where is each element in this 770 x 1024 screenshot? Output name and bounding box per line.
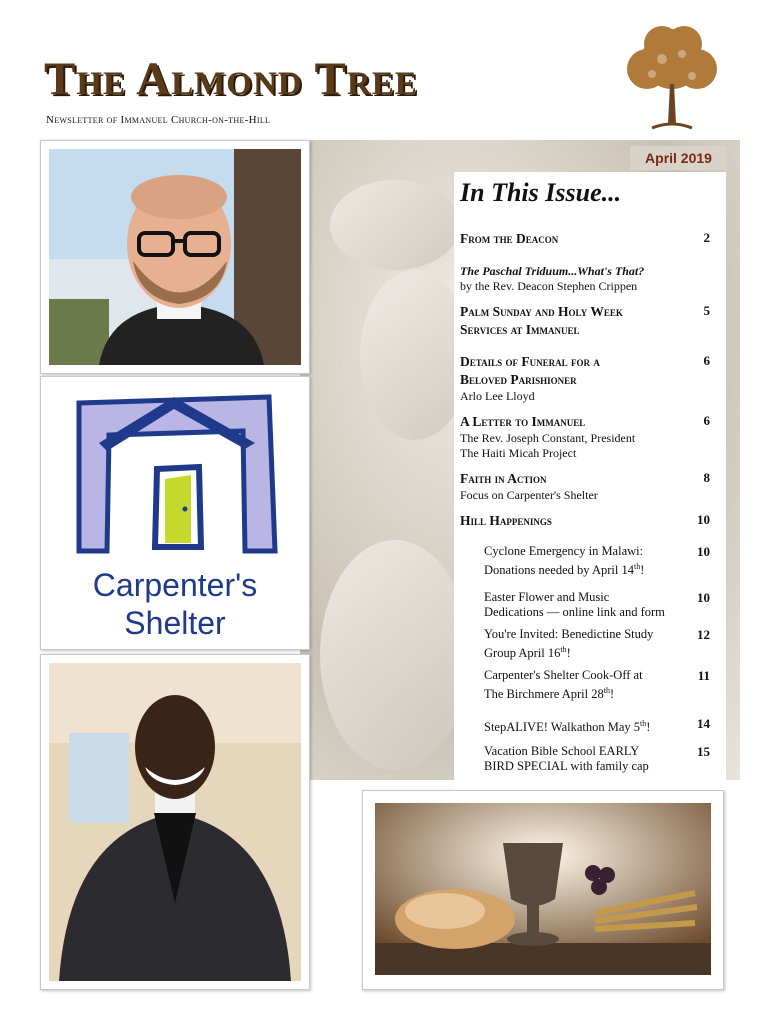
tree-logo-icon <box>622 24 722 134</box>
toc-page-number: 6 <box>703 413 710 428</box>
newsletter-subtitle: Newsletter of Immanuel Church-on-the-Hill <box>46 114 271 126</box>
toc-entry-detail: The Haiti Micah Project <box>460 446 577 460</box>
priest-photo <box>40 654 310 990</box>
carpenters-shelter-logo <box>40 376 310 650</box>
toc-entry-title: Beloved Parishioner <box>460 372 577 387</box>
toc-entry-detail: by the Rev. Deacon Stephen Crippen <box>460 279 638 293</box>
hill-item: StepALIVE! Walkathon May 5th! <box>484 719 651 735</box>
table-of-contents <box>454 172 726 790</box>
toc-page-number: 8 <box>703 470 710 485</box>
hill-item: Cyclone Emergency in Malawi: Donations needed by April 14th! <box>484 544 645 578</box>
toc-entry-title: Details of Funeral for a <box>460 354 600 369</box>
toc-entry-title: From the Deacon <box>460 231 559 246</box>
toc-entry-detail: The Rev. Joseph Constant, President <box>460 431 636 445</box>
toc-entry-detail: Focus on Carpenter's Shelter <box>460 488 598 502</box>
logo-line-1: Carpenter's <box>92 567 258 603</box>
toc-page-number: 10 <box>697 590 710 605</box>
toc-entry-detail: Arlo Lee Lloyd <box>460 389 535 403</box>
toc-entry <box>460 303 698 339</box>
hill-item: Easter Flower and Music Dedications — online link and form <box>484 590 665 619</box>
toc-page-number: 2 <box>703 230 710 245</box>
hill-item: Vacation Bible School EARLY BIRD SPECIAL with family cap <box>484 744 649 773</box>
hill-item: You're Invited: Benedictine Study Group April 16th! <box>484 627 654 661</box>
toc-page-number: 15 <box>697 744 710 759</box>
toc-entry-title: A Letter to Immanuel <box>460 414 586 429</box>
logo-line-2: Shelter <box>124 605 226 641</box>
deacon-photo <box>40 140 310 374</box>
toc-entry-title: Hill Happenings <box>460 513 552 528</box>
toc-entry-title: Services at Immanuel <box>460 322 580 337</box>
newsletter-title: The Almond Tree <box>44 53 418 105</box>
toc-entry <box>460 470 698 503</box>
toc-entry <box>460 230 698 248</box>
toc-entry-title: The Paschal Triduum...What's That? <box>460 264 645 278</box>
toc-page-number: 10 <box>697 544 710 559</box>
toc-page-number: 14 <box>697 716 710 731</box>
toc-page-number: 5 <box>703 303 710 318</box>
toc-page-number: 11 <box>697 668 710 683</box>
toc-entry <box>460 413 698 461</box>
toc-entry-title: Faith in Action <box>460 471 547 486</box>
toc-entry <box>460 512 698 530</box>
communion-photo <box>362 790 724 990</box>
toc-entry <box>460 353 698 404</box>
hill-item: Carpenter's Shelter Cook-Off at The Birchmere April 28th! <box>484 668 643 702</box>
toc-heading: In This Issue... <box>460 178 622 207</box>
toc-page-number: 12 <box>697 627 710 642</box>
toc-entry-title: Palm Sunday and Holy Week <box>460 304 623 319</box>
toc-entry <box>460 264 698 294</box>
toc-page-number: 10 <box>697 512 710 527</box>
issue-date-badge: April 2019 <box>630 146 727 170</box>
toc-page-number: 6 <box>703 353 710 368</box>
